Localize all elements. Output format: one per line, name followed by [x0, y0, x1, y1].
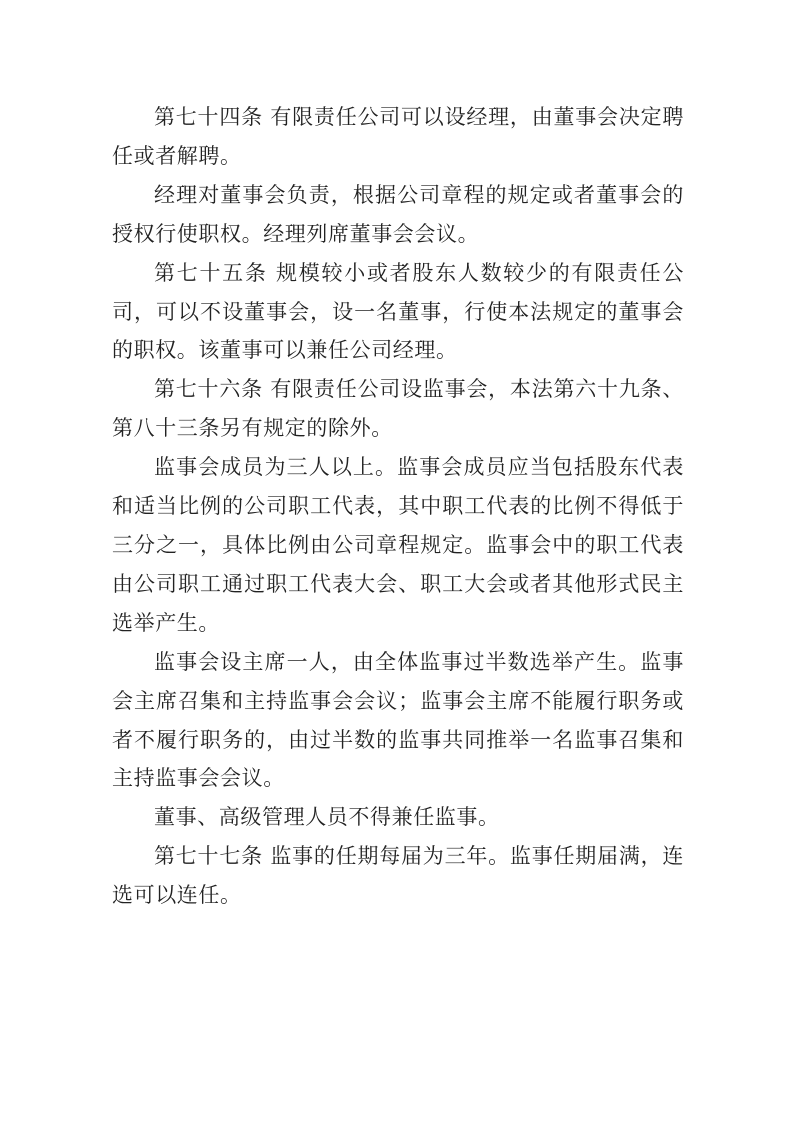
paragraph-no-concurrent-roles: 董事、高级管理人员不得兼任监事。	[154, 805, 500, 830]
document-body	[112, 98, 684, 915]
paragraph-article-76: 第七十六条 有限责任公司设监事会，本法第六十九条、第八十三条另有规定的除外。	[112, 377, 684, 441]
paragraph-article-74: 第七十四条 有限责任公司可以设经理，由董事会决定聘任或者解聘。	[112, 105, 684, 168]
paragraph-article-75: 第七十五条 规模较小或者股东人数较少的有限责任公司，可以不设董事会，设一名董事，行使本法规定的董事会的职权。该董事可以兼任公司经理。	[112, 260, 684, 363]
paragraph-supervisory-board-chair: 监事会设主席一人，由全体监事过半数选举产生。监事会主席召集和主持监事会会议；监事会主席不能履行职务或者不履行职务的，由过半数的监事共同推举一名监事召集和主持监事会会议。	[112, 649, 684, 791]
paragraph-manager-duties: 经理对董事会负责，根据公司章程的规定或者董事会的授权行使职权。经理列席董事会会议。	[112, 182, 684, 246]
paragraph-article-77: 第七十七条 监事的任期每届为三年。监事任期届满，连选可以连任。	[112, 844, 684, 908]
paragraph-supervisory-board-members: 监事会成员为三人以上。监事会成员应当包括股东代表和适当比例的公司职工代表，其中职工代表的比例不得低于三分之一，具体比例由公司章程规定。监事会中的职工代表由公司职工通过职工代表大会、职工大会或者其他形式民主选举产生。	[112, 455, 684, 635]
